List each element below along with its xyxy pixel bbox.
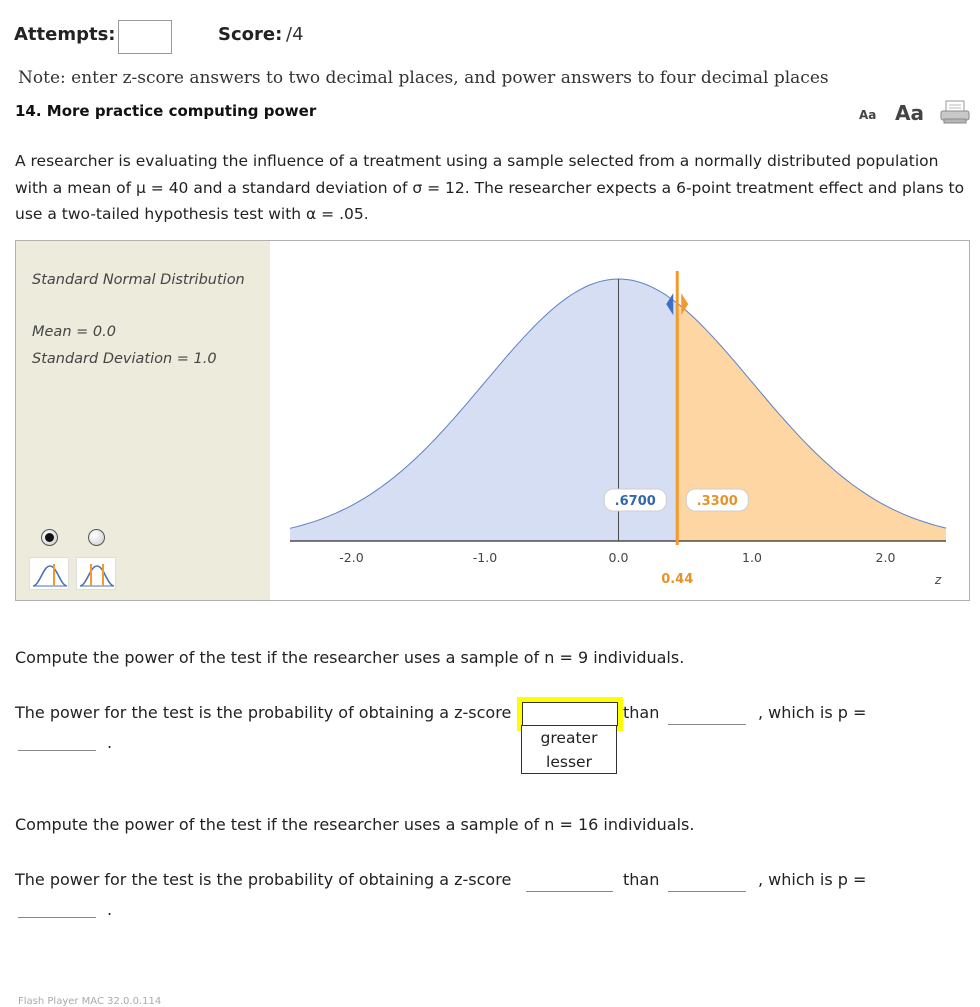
section2-direction-dropdown[interactable] xyxy=(526,891,613,892)
section1-zscore-input[interactable] xyxy=(668,724,746,725)
x-tick-label: 0.0 xyxy=(608,550,629,565)
section1-prompt: Compute the power of the test if the researcher uses a sample of n = 9 individuals. xyxy=(15,648,685,667)
section1-power-input[interactable] xyxy=(18,750,96,751)
section2-than-label: than xyxy=(623,870,660,889)
dropdown-option-greater[interactable]: greater xyxy=(540,729,598,747)
flash-player-version: Flash Player MAC 32.0.0.114 xyxy=(18,996,162,1007)
question-title: 14. More practice computing power xyxy=(15,102,317,120)
section2-power-input[interactable] xyxy=(18,917,96,918)
x-axis-label: z xyxy=(934,573,942,587)
x-tick-label: 1.0 xyxy=(742,550,762,565)
increase-font-button[interactable]: Aa xyxy=(895,101,924,125)
section2-which-is-label: , which is p = xyxy=(758,870,867,889)
right-area-label: .3300 xyxy=(696,494,738,509)
section1-power-text: The power for the test is the probability of obtaining a z-score xyxy=(15,703,512,722)
x-tick-label: 2.0 xyxy=(875,550,896,565)
left-area-label: .6700 xyxy=(614,494,656,509)
direction-dropdown[interactable] xyxy=(522,702,618,726)
instruction-note: Note: enter z-score answers to two decimal places, and power answers to four decimal places xyxy=(18,68,829,88)
print-icon[interactable] xyxy=(940,100,970,124)
dropdown-option-lesser[interactable]: lesser xyxy=(546,753,592,771)
normal-distribution-chart xyxy=(16,241,969,600)
x-tick-label: -2.0 xyxy=(339,550,364,565)
mean-label: Mean = 0.0 xyxy=(32,324,116,340)
attempts-field xyxy=(118,20,172,54)
x-tick-label: -1.0 xyxy=(472,550,498,565)
section2-zscore-input[interactable] xyxy=(668,891,746,892)
distribution-applet xyxy=(15,240,970,601)
cutoff-value-label: 0.44 xyxy=(661,572,694,587)
section1-which-is-label: , which is p = xyxy=(758,703,867,722)
sd-label: Standard Deviation = 1.0 xyxy=(32,351,217,367)
decrease-font-button[interactable]: Aa xyxy=(859,108,877,122)
score-value: /4 xyxy=(286,24,304,45)
panel-title: Standard Normal Distribution xyxy=(32,272,245,288)
attempts-label: Attempts: xyxy=(14,24,116,45)
direction-dropdown-list xyxy=(521,725,617,774)
score-label: Score: xyxy=(218,24,283,45)
section2-period: . xyxy=(107,900,113,919)
section1-period: . xyxy=(107,733,113,752)
problem-statement: A researcher is evaluating the influence of a treatment using a sample selected from a normally distributed population with a mean of μ = 40 and a standard deviation of σ = 12. The researcher expects a 6-point treatment effect and plans to use a two-tailed hypothesis test with α = .05. xyxy=(15,152,965,223)
section2-prompt: Compute the power of the test if the researcher uses a sample of n = 16 individuals. xyxy=(15,815,695,834)
section2-power-text: The power for the test is the probability of obtaining a z-score xyxy=(15,870,512,889)
x-axis-ticks xyxy=(339,550,895,565)
section1-than-label: than xyxy=(623,703,660,722)
